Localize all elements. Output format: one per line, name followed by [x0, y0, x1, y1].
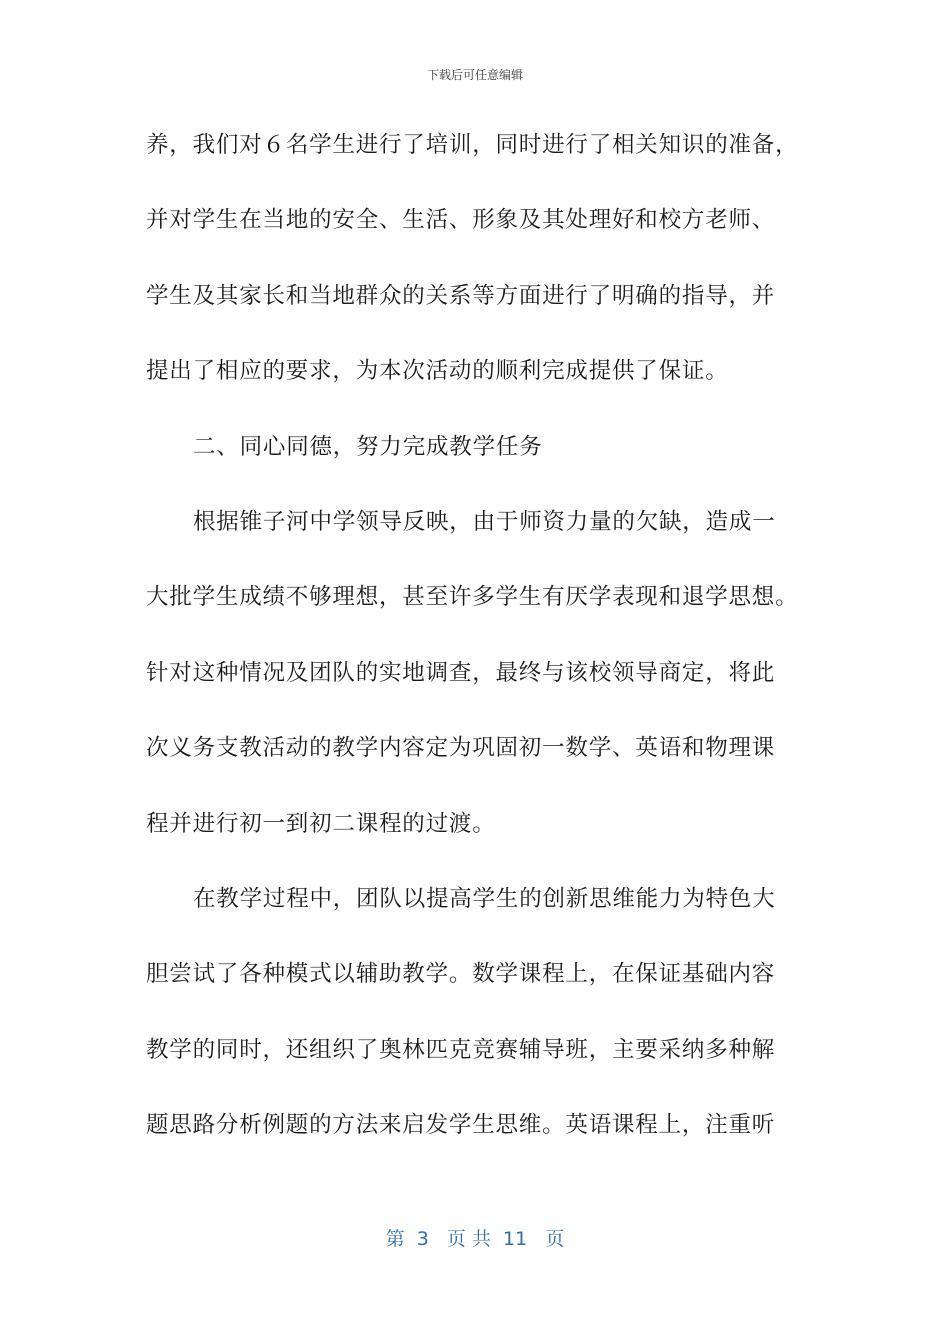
section-heading: 二、同心同德，努力完成教学任务: [193, 433, 543, 460]
text-line: 胆尝试了各种模式以辅助教学。数学课程上，在保证基础内容: [146, 961, 776, 988]
document-body: [146, 118, 806, 1173]
text-line: 学生及其家长和当地群众的关系等方面进行了明确的指导，并: [146, 282, 776, 309]
text-line: 教学的同时，还组织了奥林匹克竞赛辅导班，主要采纳多种解: [146, 1036, 776, 1063]
page-header-note: 下载后可任意编辑: [426, 68, 523, 82]
text-line: 针对这种情况及团队的实地调查，最终与该校领导商定，将此: [146, 659, 776, 686]
text-line: 程并进行初一到初二课程的过渡。: [146, 810, 496, 837]
text-line: 根据锥子河中学领导反映，由于师资力量的欠缺，造成一: [193, 508, 776, 535]
text-line: 题思路分析例题的方法来启发学生思维。英语课程上，注重听: [146, 1112, 776, 1139]
text-line: 在教学过程中，团队以提高学生的创新思维能力为特色大: [193, 885, 776, 912]
text-line: 提出了相应的要求，为本次活动的顺利完成提供了保证。: [146, 358, 729, 385]
text-line: 养，我们对６名学生进行了培训，同时进行了相关知识的准备，: [146, 132, 799, 158]
page-number-footer: 第 3 页 共 11 页: [385, 1228, 565, 1250]
text-line: 次义务支教活动的教学内容定为巩固初一数学、英语和物理课: [146, 735, 776, 762]
text-line: 大批学生成绩不够理想，甚至许多学生有厌学表现和退学思想。: [146, 584, 799, 611]
text-line: 并对学生在当地的安全、生活、形象及其处理好和校方老师、: [146, 207, 776, 234]
